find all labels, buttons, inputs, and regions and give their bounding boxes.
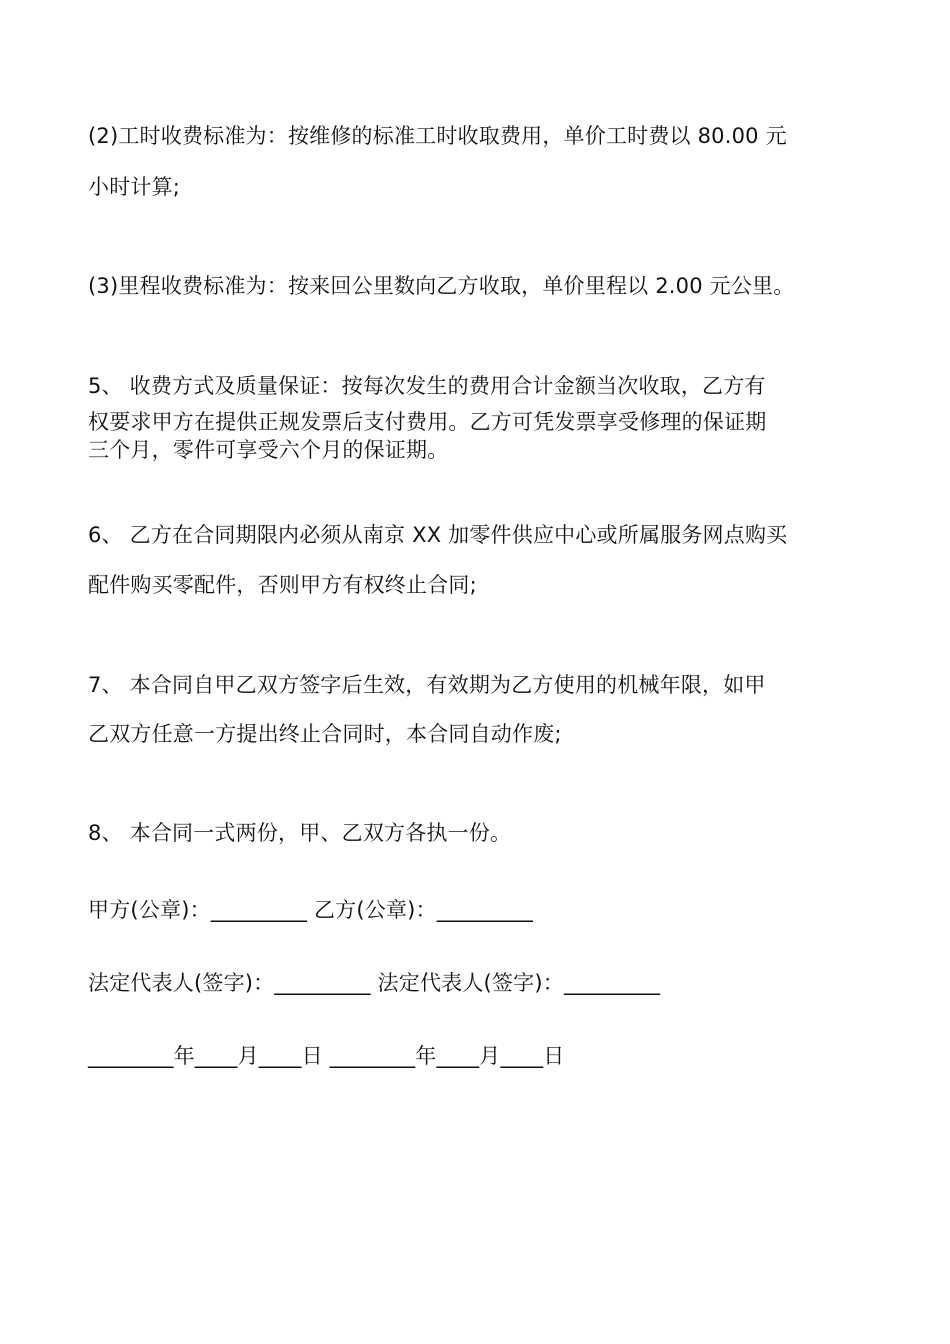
clause-5-line-3: 三个月，零件可享受六个月的保证期。 bbox=[88, 438, 449, 462]
labor-rate-line-1: (2)工时收费标准为：按维修的标准工时收取费用，单价工时费以 80.00 元 bbox=[88, 124, 787, 148]
clause-5-line-1: 5、 收费方式及质量保证：按每次发生的费用合计金额当次收取，乙方有 bbox=[88, 374, 766, 398]
clause-5-line-2: 权要求甲方在提供正规发票后支付费用。乙方可凭发票享受修理的保证期 bbox=[88, 410, 767, 434]
clause-8-line-1: 8、 本合同一式两份，甲、乙双方各执一份。 bbox=[88, 821, 512, 845]
representative-line: 法定代表人(签字)：_________ 法定代表人(签字)：_________ bbox=[88, 971, 661, 995]
clause-7-line-2: 乙双方任意一方提出终止合同时，本合同自动作废; bbox=[88, 722, 562, 746]
clause-6-line-1: 6、 乙方在合同期限内必须从南京 XX 加零件供应中心或所属服务网点购买 bbox=[88, 523, 788, 547]
labor-rate-line-2: 小时计算; bbox=[88, 175, 181, 199]
date-line: ________年____月____日 ________年____月____日 bbox=[88, 1044, 565, 1068]
seal-line: 甲方(公章)：_________ 乙方(公章)：_________ bbox=[88, 898, 534, 922]
mileage-rate-line-1: (3)里程收费标准为：按来回公里数向乙方收取，单价里程以 2.00 元公里。 bbox=[88, 274, 795, 298]
clause-6-line-2: 配件购买零配件，否则甲方有权终止合同; bbox=[88, 573, 477, 597]
clause-7-line-1: 7、 本合同自甲乙双方签字后生效，有效期为乙方使用的机械年限，如甲 bbox=[88, 673, 766, 697]
